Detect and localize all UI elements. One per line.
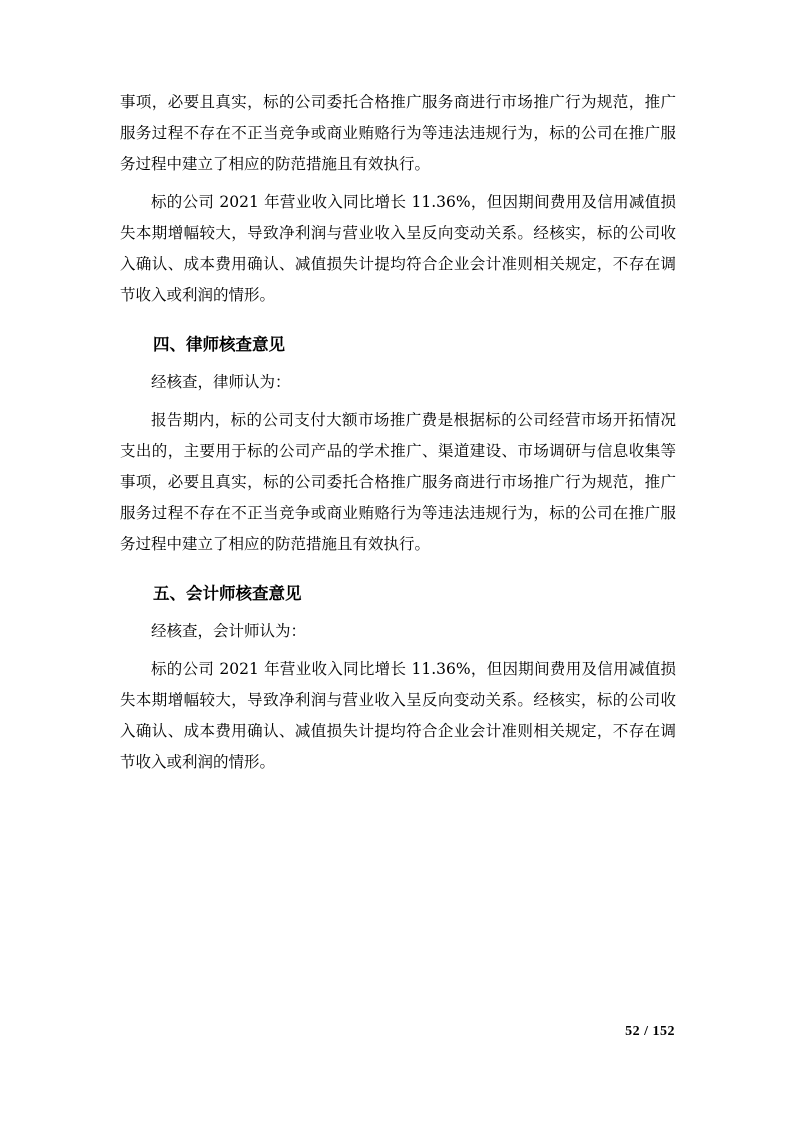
paragraph-accountant-opinion-body: 标的公司 2021 年营业收入同比增长 11.36%，但因期间费用及信用减值损失本期增幅较大，导致净利润与营业收入呈反向变动关系。经核实，标的公司收入确认、成本费用确认、减值损失计提均符合企业会计准则相关规定，不存在调节收入或利润的情形。 (120, 660, 676, 771)
paragraph-lawyer-opinion-intro: 经核查，律师认为： (151, 373, 291, 391)
paragraph-accountant-opinion-intro: 经核查，会计师认为： (151, 622, 307, 640)
paragraph-lawyer-opinion-body: 报告期内，标的公司支付大额市场推广费是根据标的公司经营市场开拓情况支出的，主要用于标的公司产品的学术推广、渠道建设、市场调研与信息收集等事项，必要且真实，标的公司委托合格推广服务商进行市场推广行为规范，推广服务过程不存在不正当竞争或商业贿赂行为等违法违规行为，标的公司在推广服务过程中建立了相应的防范措施且有效执行。 (120, 411, 676, 553)
page-number: 52 / 152 (625, 1024, 675, 1039)
paragraph-promotion-compliance-continued: 事项，必要且真实，标的公司委托合格推广服务商进行市场推广行为规范，推广服务过程不存在不正当竞争或商业贿赂行为等违法违规行为，标的公司在推广服务过程中建立了相应的防范措施且有效执行。 (120, 93, 676, 173)
heading-accountant-verification-opinion: 五、会计师核查意见 (153, 584, 302, 603)
heading-lawyer-verification-opinion: 四、律师核查意见 (153, 335, 285, 354)
paragraph-revenue-growth-analysis: 标的公司 2021 年营业收入同比增长 11.36%，但因期间费用及信用减值损失本期增幅较大，导致净利润与营业收入呈反向变动关系。经核实，标的公司收入确认、成本费用确认、减值损失计提均符合企业会计准则相关规定，不存在调节收入或利润的情形。 (120, 193, 676, 304)
